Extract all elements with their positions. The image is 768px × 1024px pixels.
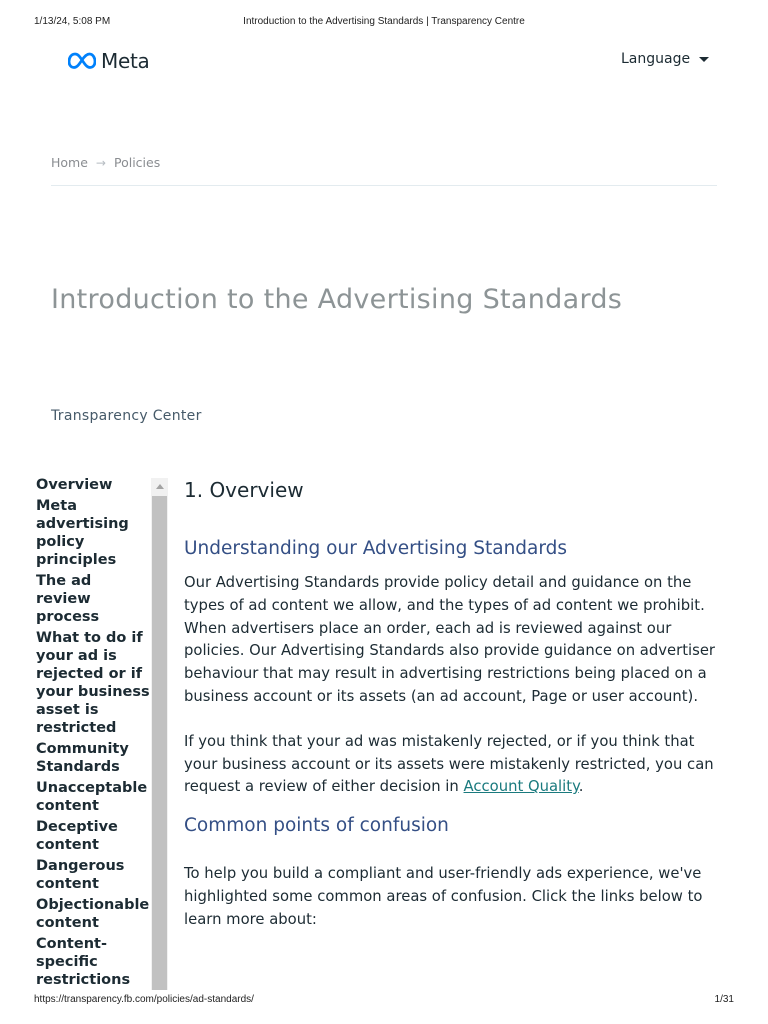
- main-content: [184, 476, 724, 932]
- sidebar-item-dangerous-content[interactable]: Dangerous content: [36, 858, 125, 892]
- paragraph-review-end: .: [578, 778, 584, 796]
- triangle-up-icon: [156, 484, 164, 489]
- language-selector[interactable]: [621, 51, 709, 67]
- breadcrumb-home[interactable]: Home: [51, 155, 88, 170]
- breadcrumb-divider: [51, 185, 717, 186]
- subheading-understanding: Understanding our Advertising Standards: [184, 538, 568, 559]
- print-url: https://transparency.fb.com/policies/ad-standards/: [34, 994, 254, 1005]
- arrow-right-icon: →: [95, 155, 106, 170]
- sidebar-item-unacceptable-content[interactable]: Unacceptable content: [36, 780, 148, 814]
- print-title: Introduction to the Advertising Standards | Transparency Centre: [243, 16, 525, 27]
- sidebar-item-community-standards[interactable]: Community Standards: [36, 741, 129, 775]
- language-label: Language: [621, 51, 691, 67]
- sidebar-item-deceptive-content[interactable]: Deceptive content: [36, 819, 118, 853]
- account-quality-link[interactable]: Account Quality: [463, 778, 579, 796]
- print-page-number: 1/31: [714, 994, 734, 1005]
- sidebar-scrollbar[interactable]: [151, 478, 168, 990]
- sidebar-nav: [36, 476, 150, 992]
- sidebar-item-objectionable-content[interactable]: Objectionable content: [36, 897, 150, 931]
- print-header: [34, 16, 734, 30]
- meta-infinity-icon: [68, 52, 96, 70]
- scrollbar-thumb[interactable]: [152, 496, 167, 990]
- section-heading-overview: 1. Overview: [184, 478, 304, 502]
- paragraph-review-text: If you think that your ad was mistakenly rejected, or if you think that your business account or its assets were mistakenly restricted, you can request a review of either decision in: [184, 732, 714, 796]
- breadcrumb: [51, 155, 160, 170]
- breadcrumb-policies[interactable]: Policies: [113, 155, 161, 170]
- sidebar-item-ad-rejected[interactable]: What to do if your ad is rejected or if your business asset is restricted: [36, 630, 150, 736]
- print-date: 1/13/24, 5:08 PM: [34, 16, 111, 27]
- caret-down-icon: [699, 57, 709, 62]
- page-title: Introduction to the Advertising Standards: [51, 284, 623, 315]
- print-footer: [34, 994, 734, 1008]
- sidebar-item-overview[interactable]: Overview: [36, 477, 113, 493]
- sidebar-item-policy-principles[interactable]: Meta advertising policy principles: [36, 498, 129, 568]
- paragraph-standards-intro: Our Advertising Standards provide policy detail and guidance on the types of ad content we allow, and the types of ad content we prohibit. When advertisers place an order, each ad is reviewed against our policies. Our Advertising Standards also provide guidance on advertiser behaviour that may result in advertising restrictions being placed on a business account or its assets (an ad account, Page or user account).: [184, 574, 716, 705]
- paragraph-review-request: [184, 731, 724, 799]
- subheading-confusion: Common points of confusion: [184, 815, 449, 837]
- paragraph-confusion-intro: To help you build a compliant and user-friendly ads experience, we've highlighted some common areas of confusion. Click the links below to learn more about:: [184, 865, 703, 928]
- scroll-up-arrow[interactable]: [151, 478, 168, 495]
- sidebar-item-ad-review-process[interactable]: The ad review process: [36, 573, 100, 625]
- meta-logo[interactable]: [68, 49, 149, 73]
- section-label: Transparency Center: [51, 408, 202, 424]
- meta-wordmark: Meta: [101, 49, 150, 73]
- sidebar-item-content-specific-restrictions[interactable]: Content-specific restrictions: [36, 936, 131, 988]
